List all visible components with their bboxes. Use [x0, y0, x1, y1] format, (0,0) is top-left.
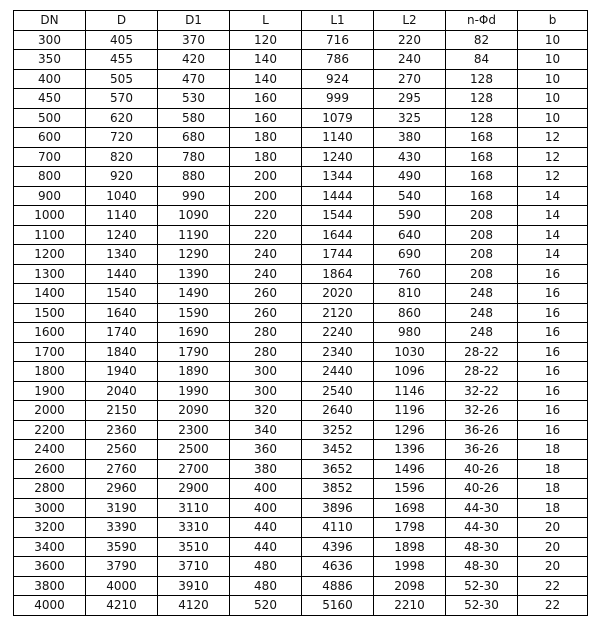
cell-l2: 590 [374, 206, 446, 226]
cell-d: 455 [86, 50, 158, 70]
cell-d1: 780 [158, 147, 230, 167]
cell-l: 240 [230, 264, 302, 284]
cell-dn: 800 [14, 167, 86, 187]
cell-bolt-holes: 52-30 [446, 576, 518, 596]
table-row [14, 206, 588, 226]
cell-bolt-holes: 32-26 [446, 401, 518, 421]
cell-bolt-holes: 208 [446, 225, 518, 245]
table-row [14, 381, 588, 401]
cell-b: 10 [518, 30, 588, 50]
table-row [14, 225, 588, 245]
cell-l1: 3652 [302, 459, 374, 479]
cell-l1: 1864 [302, 264, 374, 284]
cell-b: 14 [518, 186, 588, 206]
cell-d1: 990 [158, 186, 230, 206]
cell-b: 14 [518, 245, 588, 265]
cell-bolt-holes: 32-22 [446, 381, 518, 401]
cell-l2: 1396 [374, 440, 446, 460]
cell-bolt-holes: 208 [446, 206, 518, 226]
column-header-l1: L1 [302, 11, 374, 31]
cell-d: 1340 [86, 245, 158, 265]
table-row [14, 50, 588, 70]
cell-l1: 4636 [302, 557, 374, 577]
cell-d: 405 [86, 30, 158, 50]
cell-dn: 900 [14, 186, 86, 206]
table-row [14, 284, 588, 304]
cell-dn: 2000 [14, 401, 86, 421]
cell-bolt-holes: 28-22 [446, 342, 518, 362]
cell-d1: 370 [158, 30, 230, 50]
cell-d: 4000 [86, 576, 158, 596]
cell-b: 16 [518, 342, 588, 362]
cell-dn: 2400 [14, 440, 86, 460]
cell-b: 16 [518, 264, 588, 284]
cell-l2: 2098 [374, 576, 446, 596]
cell-bolt-holes: 82 [446, 30, 518, 50]
cell-d: 1540 [86, 284, 158, 304]
cell-b: 18 [518, 459, 588, 479]
cell-d: 1840 [86, 342, 158, 362]
table-row [14, 303, 588, 323]
cell-l2: 980 [374, 323, 446, 343]
cell-l1: 2640 [302, 401, 374, 421]
cell-d: 1940 [86, 362, 158, 382]
cell-l: 480 [230, 576, 302, 596]
cell-bolt-holes: 36-26 [446, 420, 518, 440]
cell-d1: 3310 [158, 518, 230, 538]
cell-l: 340 [230, 420, 302, 440]
cell-l1: 1140 [302, 128, 374, 148]
column-header-l2: L2 [374, 11, 446, 31]
cell-l1: 2120 [302, 303, 374, 323]
cell-l: 140 [230, 69, 302, 89]
cell-l: 120 [230, 30, 302, 50]
cell-l1: 1079 [302, 108, 374, 128]
cell-l: 320 [230, 401, 302, 421]
table-row [14, 147, 588, 167]
cell-bolt-holes: 52-30 [446, 596, 518, 616]
cell-dn: 1400 [14, 284, 86, 304]
table-row [14, 186, 588, 206]
cell-b: 20 [518, 537, 588, 557]
dimension-table [13, 10, 588, 616]
cell-dn: 1100 [14, 225, 86, 245]
cell-l2: 2210 [374, 596, 446, 616]
cell-d1: 3710 [158, 557, 230, 577]
cell-l1: 1644 [302, 225, 374, 245]
cell-d: 920 [86, 167, 158, 187]
cell-d1: 2090 [158, 401, 230, 421]
cell-dn: 1200 [14, 245, 86, 265]
table-row [14, 128, 588, 148]
cell-l: 220 [230, 206, 302, 226]
table-row [14, 498, 588, 518]
cell-bolt-holes: 48-30 [446, 557, 518, 577]
cell-d1: 680 [158, 128, 230, 148]
cell-bolt-holes: 48-30 [446, 537, 518, 557]
cell-d1: 1490 [158, 284, 230, 304]
cell-dn: 3600 [14, 557, 86, 577]
cell-l: 240 [230, 245, 302, 265]
cell-l: 520 [230, 596, 302, 616]
table-row [14, 89, 588, 109]
cell-l1: 4886 [302, 576, 374, 596]
cell-l: 280 [230, 323, 302, 343]
cell-b: 22 [518, 596, 588, 616]
cell-b: 14 [518, 206, 588, 226]
cell-d1: 470 [158, 69, 230, 89]
column-header-dn: DN [14, 11, 86, 31]
cell-d: 2040 [86, 381, 158, 401]
table-row [14, 342, 588, 362]
cell-d: 2760 [86, 459, 158, 479]
cell-l1: 716 [302, 30, 374, 50]
table-row [14, 30, 588, 50]
cell-d: 3790 [86, 557, 158, 577]
cell-bolt-holes: 128 [446, 89, 518, 109]
cell-bolt-holes: 40-26 [446, 479, 518, 499]
cell-d: 505 [86, 69, 158, 89]
table-row [14, 479, 588, 499]
cell-d1: 3910 [158, 576, 230, 596]
cell-l: 280 [230, 342, 302, 362]
cell-d1: 3510 [158, 537, 230, 557]
cell-l2: 690 [374, 245, 446, 265]
cell-d1: 1790 [158, 342, 230, 362]
cell-b: 18 [518, 479, 588, 499]
table-row [14, 459, 588, 479]
cell-l: 440 [230, 537, 302, 557]
cell-dn: 450 [14, 89, 86, 109]
cell-dn: 1500 [14, 303, 86, 323]
cell-dn: 600 [14, 128, 86, 148]
cell-dn: 1000 [14, 206, 86, 226]
cell-l1: 3896 [302, 498, 374, 518]
table-row [14, 440, 588, 460]
cell-l2: 1296 [374, 420, 446, 440]
cell-d1: 4120 [158, 596, 230, 616]
cell-b: 20 [518, 557, 588, 577]
cell-dn: 2800 [14, 479, 86, 499]
cell-l2: 540 [374, 186, 446, 206]
cell-b: 12 [518, 167, 588, 187]
cell-bolt-holes: 208 [446, 245, 518, 265]
table-row [14, 420, 588, 440]
cell-b: 20 [518, 518, 588, 538]
cell-l1: 3252 [302, 420, 374, 440]
table-row [14, 576, 588, 596]
cell-d1: 2900 [158, 479, 230, 499]
cell-d: 2360 [86, 420, 158, 440]
cell-b: 14 [518, 225, 588, 245]
cell-l: 180 [230, 128, 302, 148]
cell-l2: 1698 [374, 498, 446, 518]
cell-l2: 325 [374, 108, 446, 128]
cell-l2: 430 [374, 147, 446, 167]
cell-dn: 1900 [14, 381, 86, 401]
cell-l: 380 [230, 459, 302, 479]
cell-d1: 1290 [158, 245, 230, 265]
table-row [14, 537, 588, 557]
cell-l1: 1240 [302, 147, 374, 167]
table-body [14, 30, 588, 615]
cell-l1: 3452 [302, 440, 374, 460]
table-row [14, 362, 588, 382]
cell-bolt-holes: 168 [446, 128, 518, 148]
cell-l: 400 [230, 479, 302, 499]
cell-l2: 1898 [374, 537, 446, 557]
cell-dn: 3400 [14, 537, 86, 557]
cell-bolt-holes: 36-26 [446, 440, 518, 460]
cell-l2: 1196 [374, 401, 446, 421]
cell-d: 620 [86, 108, 158, 128]
cell-dn: 300 [14, 30, 86, 50]
cell-d1: 1390 [158, 264, 230, 284]
cell-l2: 1998 [374, 557, 446, 577]
cell-d: 570 [86, 89, 158, 109]
cell-l1: 999 [302, 89, 374, 109]
cell-b: 16 [518, 362, 588, 382]
cell-d: 1040 [86, 186, 158, 206]
cell-l1: 786 [302, 50, 374, 70]
cell-dn: 3200 [14, 518, 86, 538]
cell-dn: 2600 [14, 459, 86, 479]
cell-l1: 1744 [302, 245, 374, 265]
cell-l: 220 [230, 225, 302, 245]
cell-bolt-holes: 84 [446, 50, 518, 70]
cell-b: 10 [518, 89, 588, 109]
table-row [14, 401, 588, 421]
cell-l2: 1496 [374, 459, 446, 479]
cell-d: 2560 [86, 440, 158, 460]
cell-d: 3390 [86, 518, 158, 538]
cell-l: 300 [230, 362, 302, 382]
cell-d: 1740 [86, 323, 158, 343]
cell-d1: 1090 [158, 206, 230, 226]
cell-d: 820 [86, 147, 158, 167]
cell-d1: 580 [158, 108, 230, 128]
cell-dn: 1600 [14, 323, 86, 343]
cell-l: 360 [230, 440, 302, 460]
table-row [14, 264, 588, 284]
cell-l: 440 [230, 518, 302, 538]
cell-l2: 1798 [374, 518, 446, 538]
cell-d1: 1690 [158, 323, 230, 343]
cell-b: 10 [518, 50, 588, 70]
cell-l: 260 [230, 284, 302, 304]
cell-dn: 400 [14, 69, 86, 89]
cell-l1: 3852 [302, 479, 374, 499]
table-row [14, 69, 588, 89]
column-header-bolt-holes: n-Φd [446, 11, 518, 31]
table-row [14, 596, 588, 616]
column-header-d1: D1 [158, 11, 230, 31]
cell-bolt-holes: 168 [446, 147, 518, 167]
cell-d1: 2500 [158, 440, 230, 460]
cell-l: 200 [230, 186, 302, 206]
cell-b: 18 [518, 498, 588, 518]
cell-d: 3190 [86, 498, 158, 518]
cell-l: 140 [230, 50, 302, 70]
cell-d: 1240 [86, 225, 158, 245]
cell-bolt-holes: 168 [446, 167, 518, 187]
column-header-l: L [230, 11, 302, 31]
cell-l1: 2020 [302, 284, 374, 304]
cell-d: 4210 [86, 596, 158, 616]
cell-l2: 640 [374, 225, 446, 245]
cell-bolt-holes: 248 [446, 284, 518, 304]
table-row [14, 323, 588, 343]
dimension-sheet [13, 10, 588, 616]
cell-bolt-holes: 128 [446, 69, 518, 89]
cell-l2: 860 [374, 303, 446, 323]
cell-b: 12 [518, 128, 588, 148]
cell-dn: 1300 [14, 264, 86, 284]
cell-l2: 220 [374, 30, 446, 50]
cell-l: 160 [230, 89, 302, 109]
cell-b: 16 [518, 303, 588, 323]
cell-l1: 1344 [302, 167, 374, 187]
cell-bolt-holes: 248 [446, 323, 518, 343]
cell-l1: 2440 [302, 362, 374, 382]
cell-bolt-holes: 28-22 [446, 362, 518, 382]
cell-l: 260 [230, 303, 302, 323]
cell-bolt-holes: 168 [446, 186, 518, 206]
cell-d1: 1890 [158, 362, 230, 382]
cell-bolt-holes: 40-26 [446, 459, 518, 479]
cell-d1: 1590 [158, 303, 230, 323]
cell-l1: 2540 [302, 381, 374, 401]
cell-d: 3590 [86, 537, 158, 557]
table-row [14, 167, 588, 187]
cell-l2: 270 [374, 69, 446, 89]
cell-dn: 3800 [14, 576, 86, 596]
cell-d1: 2300 [158, 420, 230, 440]
cell-d1: 530 [158, 89, 230, 109]
header-row [14, 11, 588, 31]
cell-l1: 924 [302, 69, 374, 89]
cell-l: 200 [230, 167, 302, 187]
cell-b: 16 [518, 381, 588, 401]
cell-d: 1440 [86, 264, 158, 284]
cell-l2: 295 [374, 89, 446, 109]
cell-d1: 1190 [158, 225, 230, 245]
cell-l2: 760 [374, 264, 446, 284]
cell-bolt-holes: 248 [446, 303, 518, 323]
table-row [14, 557, 588, 577]
cell-b: 10 [518, 108, 588, 128]
cell-l2: 240 [374, 50, 446, 70]
cell-l: 400 [230, 498, 302, 518]
cell-dn: 350 [14, 50, 86, 70]
cell-b: 18 [518, 440, 588, 460]
table-row [14, 108, 588, 128]
cell-l2: 380 [374, 128, 446, 148]
cell-d1: 420 [158, 50, 230, 70]
cell-bolt-holes: 208 [446, 264, 518, 284]
cell-l: 180 [230, 147, 302, 167]
cell-b: 16 [518, 401, 588, 421]
cell-d: 1140 [86, 206, 158, 226]
cell-b: 16 [518, 323, 588, 343]
column-header-b: b [518, 11, 588, 31]
cell-d: 720 [86, 128, 158, 148]
cell-d1: 1990 [158, 381, 230, 401]
cell-l: 300 [230, 381, 302, 401]
cell-l2: 1596 [374, 479, 446, 499]
cell-b: 22 [518, 576, 588, 596]
cell-l1: 5160 [302, 596, 374, 616]
cell-dn: 1800 [14, 362, 86, 382]
cell-b: 16 [518, 420, 588, 440]
cell-bolt-holes: 44-30 [446, 518, 518, 538]
cell-l1: 2340 [302, 342, 374, 362]
cell-d: 2150 [86, 401, 158, 421]
cell-dn: 4000 [14, 596, 86, 616]
cell-bolt-holes: 128 [446, 108, 518, 128]
cell-dn: 500 [14, 108, 86, 128]
table-row [14, 245, 588, 265]
cell-d1: 880 [158, 167, 230, 187]
cell-bolt-holes: 44-30 [446, 498, 518, 518]
table-row [14, 518, 588, 538]
column-header-d: D [86, 11, 158, 31]
cell-l1: 1544 [302, 206, 374, 226]
cell-l: 160 [230, 108, 302, 128]
cell-l2: 810 [374, 284, 446, 304]
cell-dn: 3000 [14, 498, 86, 518]
cell-l1: 4396 [302, 537, 374, 557]
cell-d1: 2700 [158, 459, 230, 479]
cell-d: 1640 [86, 303, 158, 323]
cell-b: 12 [518, 147, 588, 167]
cell-l2: 1096 [374, 362, 446, 382]
cell-dn: 1700 [14, 342, 86, 362]
cell-l1: 1444 [302, 186, 374, 206]
cell-dn: 700 [14, 147, 86, 167]
cell-l1: 4110 [302, 518, 374, 538]
cell-l: 480 [230, 557, 302, 577]
cell-d: 2960 [86, 479, 158, 499]
cell-d1: 3110 [158, 498, 230, 518]
cell-l1: 2240 [302, 323, 374, 343]
cell-dn: 2200 [14, 420, 86, 440]
cell-b: 16 [518, 284, 588, 304]
cell-b: 10 [518, 69, 588, 89]
cell-l2: 1146 [374, 381, 446, 401]
cell-l2: 1030 [374, 342, 446, 362]
cell-l2: 490 [374, 167, 446, 187]
